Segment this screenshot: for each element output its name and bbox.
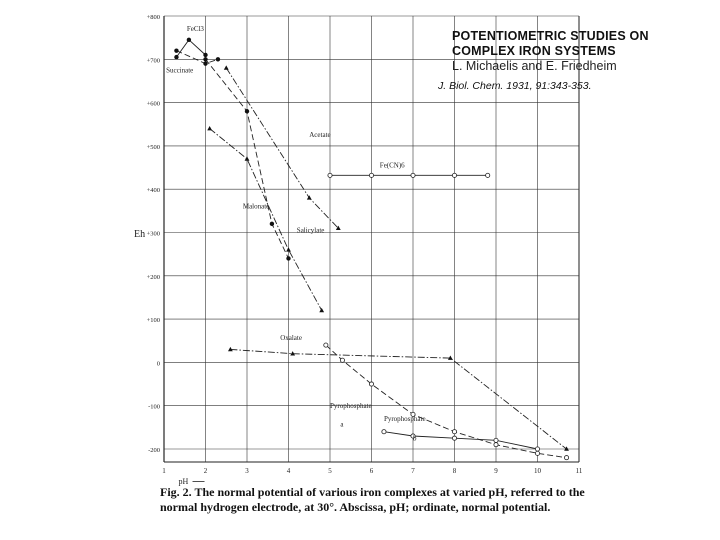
data-point (286, 247, 291, 251)
data-point (324, 343, 328, 347)
data-point (187, 38, 191, 42)
data-point (286, 256, 290, 260)
y-tick-label: -200 (148, 447, 160, 455)
citation: J. Biol. Chem. 1931, 91:343-353. (438, 80, 592, 92)
x-tick-label: 8 (452, 467, 457, 475)
x-tick-label: 5 (328, 467, 332, 475)
data-point (224, 65, 229, 69)
series-annotation: b (413, 434, 417, 443)
series-annotation: Acetate (309, 131, 331, 140)
data-point (207, 126, 212, 130)
series-malonate (207, 126, 324, 312)
y-tick-label: +800 (146, 14, 160, 21)
data-point (203, 57, 207, 61)
data-point (245, 109, 249, 113)
y-tick-label: +300 (146, 230, 160, 238)
data-point (174, 55, 178, 59)
y-tick-label: 0 (156, 360, 160, 368)
data-point (328, 173, 332, 177)
data-point (270, 222, 274, 226)
y-axis-label: Eh (134, 228, 146, 240)
data-point (494, 438, 498, 442)
x-tick-label: 2 (203, 467, 208, 475)
data-point (340, 358, 344, 362)
series-pyrophosphate-b (382, 430, 540, 452)
series-annotation: Malonate (242, 202, 270, 211)
data-point (452, 430, 456, 434)
data-point (494, 443, 498, 447)
data-point (174, 48, 178, 52)
series-annotation: FeCl3 (186, 25, 204, 34)
y-tick-label: +200 (146, 273, 160, 281)
heading-title-line2: COMPLEX IRON SYSTEMS (452, 44, 616, 58)
series-line (384, 432, 538, 449)
data-point (369, 173, 373, 177)
series-annotation: Succinate (166, 66, 194, 75)
data-point (245, 156, 250, 160)
series-annotation: a (340, 420, 344, 429)
x-tick-label: 3 (245, 467, 249, 475)
x-tick-label: 9 (494, 467, 498, 475)
series-annotation: Salicylate (296, 226, 325, 235)
data-point (319, 308, 324, 312)
y-tick-label: +700 (146, 57, 160, 65)
heading-authors: L. Michaelis and E. Friedheim (452, 59, 617, 73)
x-tick-label: 11 (575, 467, 583, 475)
data-point (203, 53, 207, 57)
heading-title-line1: POTENTIOMETRIC STUDIES ON (452, 29, 649, 43)
data-point (564, 456, 568, 460)
series-annotation: Pyrophosphate (383, 414, 426, 423)
series-annotation: Fe(CN)6 (379, 161, 405, 170)
data-point (564, 446, 569, 450)
figure-heading (452, 29, 692, 74)
data-point (369, 382, 373, 386)
data-point (228, 347, 233, 351)
series-acetate (224, 65, 341, 230)
y-tick-label: -100 (148, 403, 160, 411)
series-line (210, 129, 322, 311)
x-tick-label: 4 (286, 467, 291, 475)
data-point (411, 173, 415, 177)
series-line (176, 40, 205, 57)
x-tick-label: 10 (534, 467, 541, 475)
data-point (382, 430, 386, 434)
series-labels (166, 25, 425, 442)
y-tick-label: +400 (146, 187, 160, 195)
x-tick-label: 7 (411, 467, 415, 475)
series-fecl3 (174, 38, 207, 60)
series-fe-cn-6 (328, 173, 490, 177)
data-point (452, 436, 456, 440)
y-tick-label: +100 (146, 317, 160, 325)
data-point (452, 173, 456, 177)
x-tick-label: 1 (162, 467, 166, 475)
series-annotation: Oxalate (280, 333, 302, 342)
y-tick-label: +500 (146, 143, 160, 151)
data-point (216, 57, 220, 61)
series-line (176, 51, 218, 64)
data-point (535, 447, 539, 451)
x-axis-label: pH (178, 477, 189, 486)
data-point (203, 61, 207, 65)
series-annotation: Pyrophosphate (330, 401, 372, 410)
data-point (535, 451, 539, 455)
x-tick-label: 6 (369, 467, 374, 475)
y-tick-label: +600 (146, 100, 160, 108)
data-point (486, 173, 490, 177)
figure-caption: Fig. 2. The normal potential of various iron complexes at varied pH, referred to the normal hydrogen electrode, at 30°. Abscissa, pH; ordinate, normal potential. (160, 485, 585, 514)
